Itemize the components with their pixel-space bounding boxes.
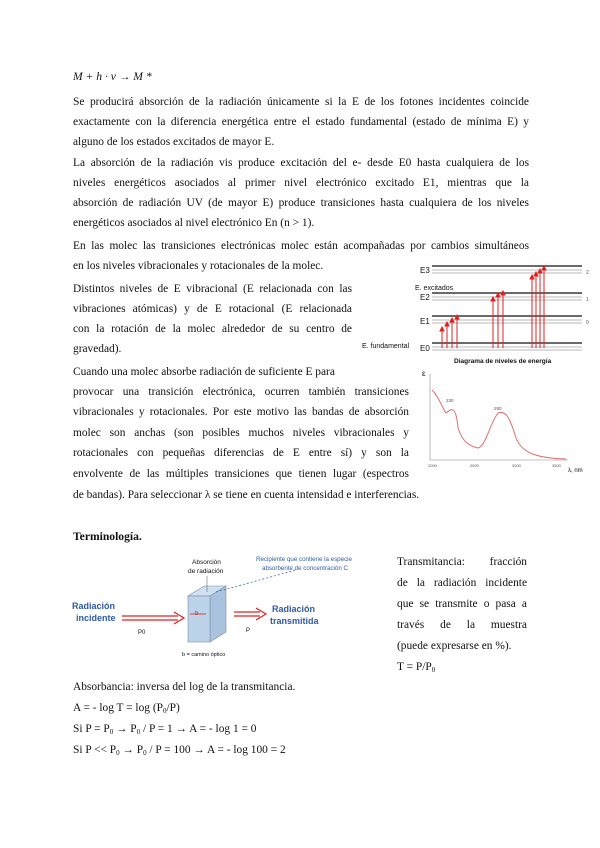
container-line: absorbente de concentración C — [262, 565, 348, 572]
excited-states-label: E. excitados — [415, 285, 454, 292]
para-vis-uv-4: energéticos asociados al nivel electrónico En (n > 1). — [73, 217, 315, 229]
level-e2-label: E2 — [420, 293, 430, 302]
abs-line3-sub: 0 — [116, 749, 120, 757]
para-molec-transitions-1: En las molec las transiciones electrónicas molec están acompañadas por cambios simultáneos — [73, 240, 529, 252]
level-e3-label: E3 — [420, 266, 430, 275]
energy-diagram-caption: Diagrama de niveles de energía — [454, 358, 552, 365]
para-vib-rot-2: vibraciones atómicas) y de E rotacional (E relacionada — [73, 303, 352, 315]
level-e0-label: E0 — [420, 344, 430, 353]
transmittance-def-5: (puede expresarse en %). — [397, 640, 512, 652]
absorption-spectrum — [418, 368, 600, 480]
transmitted-word: transmitida — [270, 616, 319, 626]
incident-radiation-label — [72, 601, 118, 623]
transition-arrows-e2 — [491, 291, 505, 348]
fundamental-state-label: E. fundamental — [362, 343, 410, 350]
para-vis-uv-3: absorción de radiación UV (de mayor E) produce transiciones hasta cualquiera de los niveles — [73, 197, 529, 209]
incident-word: Radiación — [72, 601, 116, 611]
absorption-word: Absorción — [192, 559, 221, 566]
absorption-word: de radiación — [188, 568, 224, 575]
vib-label: 1 — [586, 297, 589, 303]
spectrum-peak-label: 230 — [446, 398, 454, 403]
t-formula-sub: 0 — [431, 666, 436, 674]
transmittance-def-3: que se transmite o pasa a — [397, 598, 527, 610]
spectrum-ylabel: ε — [422, 369, 426, 378]
transmitted-word: Radiación — [272, 604, 316, 614]
transmitted-radiation-label — [270, 604, 320, 626]
abs-line2-sub: 0 — [109, 728, 114, 736]
para-bands-2: provocar una transición electrónica, ocurren también transiciones — [73, 386, 409, 398]
para-absorption-condition-1: Se producirá absorción de la radiación únicamente si la E de los fotones incidentes coincide — [73, 96, 529, 108]
transmittance-def-1: Transmitancia: fracción — [397, 556, 527, 568]
abs-line2-c: / P = 1 → A = - log 1 = 0 — [140, 723, 257, 735]
abs-line3-b: → P — [119, 744, 144, 756]
reaction-equation: M + h · v → M * — [73, 70, 152, 83]
para-bands-1: Cuando una molec absorbe radiación de suficiente E para — [73, 366, 335, 378]
spectrum-xtick: 3000 — [512, 463, 521, 468]
transition-arrows-e3 — [530, 266, 546, 348]
abs-line2-a: Si P = P — [73, 723, 110, 735]
spectrum-xtick: 2000 — [428, 463, 437, 468]
spectrum-xtick: 2500 — [470, 463, 479, 468]
energy-level-diagram — [360, 258, 596, 368]
container-line: Recipiente que contiene la especie — [256, 556, 352, 563]
para-vib-rot-4: gravedad). — [73, 343, 122, 355]
para-absorption-condition-2: exactamente con la diferencia energética entre el estado fundamental (estado de mínima E) y — [73, 116, 529, 128]
para-vis-uv-2: niveles energéticos asociados al primer nivel electrónico excitado E1, mientras que la — [73, 177, 529, 189]
para-bands-5: rotacionales con pequeñas diferencias de E entre sí) y son la — [73, 447, 409, 459]
spectrum-peak-label: 280 — [494, 406, 502, 411]
spectrum-xtick: 3500 — [552, 463, 561, 468]
sample-cell — [188, 586, 226, 642]
spectrum-xlabel: λ, nm — [568, 468, 583, 474]
transmitted-arrow — [234, 608, 266, 620]
abs-line3-sub: 0 — [143, 749, 147, 757]
para-vis-uv-1: La absorción de la radiación vis produce excitación del e- desde E0 hasta cualquiera de los — [73, 157, 529, 169]
incident-arrow — [122, 612, 184, 624]
p-label: P — [246, 628, 251, 634]
para-bands-3: vibracionales y rotacionales. Por este motivo las bandas de absorción — [73, 406, 409, 418]
container-label — [256, 556, 354, 572]
para-molec-transitions-2: en los niveles vibracionales y rotacionales de la molec. — [73, 260, 324, 272]
abs-line2-b: → P — [113, 723, 137, 735]
para-vib-rot-3: con la rotación de la molec alrededor de su centro de — [73, 323, 352, 335]
para-absorption-condition-3: alguno de los estados excitados de mayor E. — [73, 136, 275, 148]
para-bands-7: de bandas). Para seleccionar λ se tiene en cuenta intensidad e interferencias. — [73, 489, 420, 501]
abs-line1-text: A = - log T = log (P — [73, 702, 163, 714]
terminology-heading: Terminología. — [73, 530, 142, 543]
abs-line1-sub: 0 — [162, 707, 167, 715]
level-e1-label: E1 — [420, 317, 430, 326]
absorbance-case-2 — [73, 740, 529, 764]
abs-line3-a: Si P << P — [73, 744, 117, 756]
para-bands-6: envolvente de las múltiples transiciones que tienen lugar (espectros — [73, 468, 409, 480]
absorbance-def: Absorbancia: inversa del log de la transmitancia. — [73, 681, 296, 693]
p0-label: P0 — [138, 630, 146, 636]
absorption-label — [188, 559, 224, 575]
abs-line2-sub: 0 — [136, 728, 141, 736]
t-formula-text: T = P/P — [397, 661, 432, 673]
path-length-label: b = camino óptico — [182, 652, 226, 658]
transmittance-def-4: través de la muestra — [397, 619, 527, 631]
absorption-cell-diagram — [66, 552, 396, 660]
incident-word: incidente — [76, 613, 116, 623]
para-bands-4: molec son anchas (son posibles muchos niveles vibracionales y — [73, 427, 409, 439]
abs-line3-c: / P = 100 → A = - log 100 = 2 — [146, 744, 286, 756]
para-vib-rot-1: Distintos niveles de E vibracional (E relacionada con las — [73, 283, 352, 295]
vib-label: 0 — [586, 320, 589, 326]
transmittance-def-2: de la radiación incidente — [397, 577, 527, 589]
b-label: b — [195, 611, 199, 617]
vib-label: 2 — [586, 270, 589, 276]
abs-line1-end: /P) — [166, 702, 180, 714]
